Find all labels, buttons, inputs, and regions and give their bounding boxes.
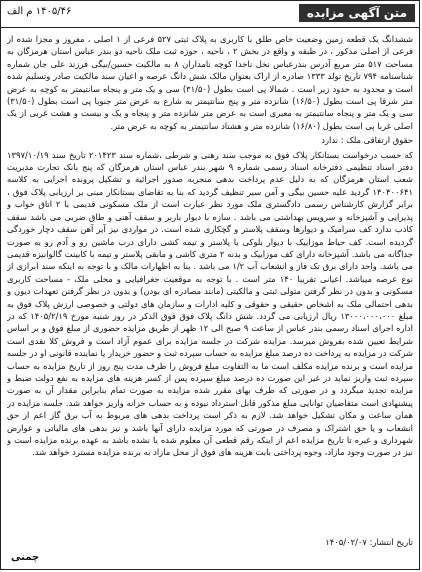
publish-date: تاریخ انتشار: ۱۴۰۵/۰۲/۰۷	[325, 537, 413, 547]
paragraph-auction-terms: که حسب درخواست بستانکار پلاک فوق به موجب سند رهنی و شرطی ،شماره سند ۲۰۱۴۲۳ تاریخ سند ۱۳۹۷/۱۰/۱۹ دفتر اسناد تنظیمی دفترخانه اسناد رسمی شماره ۹ شهر بندر عباس استان هرمزگان که پنج بانک تجارت مدیریت شعب استان هرمزگان که به دلیل عدم پرداخت بدهی منجربه صدور اجرائیه و تشکیل پرونده اجرایی به کلاسه ۱۴۰۴۰۰۶۴۱ گردید علیه حسین بیگی و آمن سیر تنظیف گردید که بنا به تقاضای بستانکار مبنی بر ارزیابی پلاک فوق ، برابر گزارش کارشناس رسمی دادگستری ملک مورد نظر عبارت است از ملک مسکونی قدیمی با ۲ اتاق خواب و پذیرایی و آشپزخانه و سرویس بهداشتی می باشد . سازه با دیوار باربر و سقف آهنی و طاق ضربی می باشد سقف کاذب ندارد کف سرامیک و دیوارها وسقف پلاستر و گچکاری شده است. در مواردی نیز آیر آهن سقف دچار خوردگی گردیده است. کف حیاط موزاییک با دیوار بلوکی یا پلاستر و تیمه کشی دارای درب ماشین رو و آدم رو به صورت جداگانه می باشد. آشپزخانه دارای کف موزاییک و بدنه ۲ متری کاشی و مابقی پلاستر و تیمه با کابینت گالوانیزه قدیمی می باشد. واحد دارای برق تک فاز و انشعاب آب ۱/۲ می باشد . بنا به اظهارات مالک و با توجه به اینکه سند ابرازی از نوع عرصه میباشد. اعیانی تقریبا ۱۴۰ متر است . با توجه به موقعیت جغرافیایی و محلی ملک - مساحت کاربری مسکونی و بدون در نظر گرفتن متولی ثبتی و مالکیتی (مانند مصادره ای بودن) و بدون در نظر گرفتن تعهدات دیون و بدهی احتمالی ملک به اشخاص حقیقی و حقوقی و کلیه ادارات و سازمان های دولتی و خصوصی ارزش پلاک فوق به مبلغ ۱۳۰۰۰،۰۰۰،۰۰۰ ریال ارزیابی می گردد. شش دانگ پلاک فوق فوق الذکر در روز شنبه مورخ ۱۴۰۵/۲/۱۹ که در اداره اجرای اسناد رسمی بندر عباس از ساعت ۹ صبح الی ۱۲ ظهر از طریق مزایده حضوری از مبلغ فوق و بر اساس شرایط تعیین شده بفروش میرسد. مزایده شرکت در جلسه مزایده برای عموم آزاد است و فروش کلا نقدی است شرکت در مزایده به پرداخت ده درصد مبلغ مزایده به حساب سپرده ثبت و حضور خریدار یا نماینده قانونی او در جلسه مزایده است و برنده مزایده مکلف است ما به التفاوت مبلغ فروش را ظرف مدت پنج روز از تاریخ مزایده به حساب سپرده ثبت واریز نماید در غیر این صورت ده درصد مبلغ سپرده پس از کسر هزینه های مزایده به نفع دولت ضبط و مزایده تجدید میگردد و در صورتی که طرف بهای مقرر شده مزایده به صورت تمام بنابراین مقدار آن به صورت پیشنهادی است متقاضیان توانایی مبلغ مذکور قابل استرداد نبوده و به حساب خزانه واریز خواهد شد. جلسه مزایده در همان ساعت و مکان تشکیل خواهد شد. لازم به ذکر است پرداخت بدهی های مربوط به آب برق گاز اعم از حق انشعاب و یا حق اشتراک و مصرف در صورتی که مورد مزایده دارای آنها باشد و نیز بدهی های مالیاتی و عوارض شهرداری و غیره تا تاریخ مزایده اعم از اینکه رقم قطعی آن معلوم شده یا نشده باشد به عهده برنده مزایده است و نیز در صورت وجود مازاد، وجوه پرداختی بابت هزینه های فوق از محل مازاد به برنده مزایده مسترد خواهد شد.	[7, 149, 413, 458]
signature: چمنی	[11, 552, 40, 563]
notice-header	[1, 1, 419, 28]
document-number: ۱۴۰۵/۴۶ م الف	[7, 6, 72, 17]
paragraph-property-description: ششدانگ یک قطعه زمین وضعیت خاص طلق با کاربری به پلاک ثبتی ۵۲۷ فرعی از ۱ اصلی ، مفروز و مجزا شده از فرعی از اصلی مذکور ، در طبقه و واقع در بخش ۲ ، ناحیه ، حوزه ثبت ملک ناحیه دو بندر عباس استان هرمزگان به مساحت ۵۱۷ متر مربع آدرس بندرعباس نخل ناخدا کوچه نامداران ۸ به مالکیت حسین/بیگی فرزند علی جان شماره شناسنامه ۷۹۴ تاریخ تولد ۱۳۳۳ صادره از اراک بعنوان مالک شش دانگ عرصه و اعیان سند مالکیت صادر وتسلیم شده است و محدود به حدود زیر است . شمالا پی است بطول (۳۱/۵۰) سی و یک متر و پنجاه سانتیمتر به کوچه به عرض متر شرقا پی است بطول (۱۶/۵۰) شانزده متر و پنج سانتیمتر به شارع به عرض متر جنوبا پی است بطول (۳۱/۵۰) سی و یک متر و پنجاه سانتیمتر به معبری است به عرض متر شانزده متر و پنجاه و یک و بیست و هشت غربی از یک اصلی غربا پی است بطول (۱۶/۸۰) شانزده متر و هشتاد سانتیمتر به کوچه به عرض متر.	[7, 34, 413, 131]
notice-body	[7, 33, 413, 535]
paragraph-easement-rights: حقوق ارتفاقی ملک : ندارد	[321, 135, 413, 146]
notice-title: متن آگهی مزایده	[299, 4, 415, 22]
